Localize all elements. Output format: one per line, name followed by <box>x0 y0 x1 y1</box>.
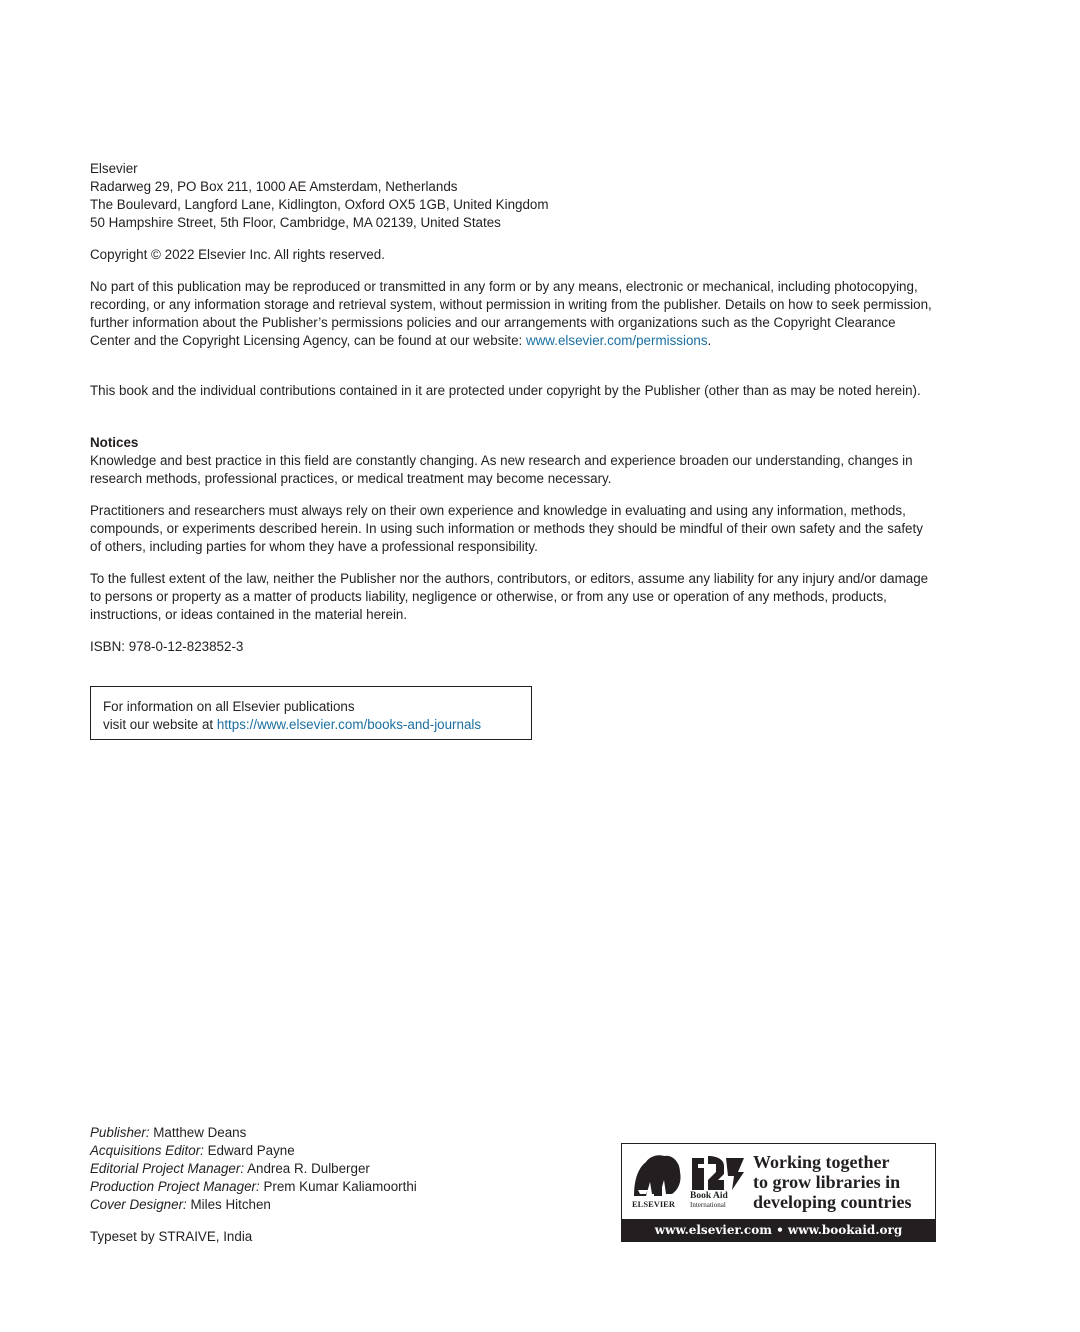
address-line: Radarweg 29, PO Box 211, 1000 AE Amsterdam, Netherlands <box>90 179 458 194</box>
isbn-text: ISBN: 978-0-12-823852-3 <box>90 639 244 654</box>
credits <box>90 1124 417 1214</box>
credit-role: Publisher: <box>90 1125 150 1140</box>
notices-paragraph: Practitioners and researchers must always rely on their own experience and knowledge in evaluating and using any information, methods, compounds, or experiments described herein. In using such information or methods they should be mindful of their own safety and the safety of others, including parties for whom they have a professional responsibility. <box>90 503 923 554</box>
credit-role: Editorial Project Manager: <box>90 1161 245 1176</box>
slogan-line: developing countries <box>753 1192 912 1212</box>
bookaid-sub-label: International <box>690 1201 726 1209</box>
credit-name: Edward Payne <box>207 1143 295 1158</box>
credit-role: Production Project Manager: <box>90 1179 260 1194</box>
typeset-line: Typeset by STRAIVE, India <box>90 1229 253 1244</box>
credit-line <box>90 1178 417 1196</box>
books-journals-link[interactable]: https://www.elsevier.com/books-and-journals <box>216 717 482 732</box>
isbn <box>90 638 932 656</box>
credit-name: Matthew Deans <box>153 1125 247 1140</box>
notices-paragraph: To the fullest extent of the law, neither the Publisher nor the authors, contributors, or editors, assume any liability for any injury and/or damage to persons or property as a matter of products liability, negligence or otherwise, or from any use or operation of any methods, products, instructions, or ideas contained in the material herein. <box>90 571 929 622</box>
notices-heading: Notices <box>90 435 139 450</box>
credit-role: Acquisitions Editor: <box>90 1143 204 1158</box>
slogan-line: to grow libraries in <box>753 1172 901 1192</box>
permissions-link[interactable]: www.elsevier.com/permissions <box>525 333 708 348</box>
notices-paragraph-3 <box>90 570 932 624</box>
credit-role: Cover Designer: <box>90 1197 187 1212</box>
credit-name: Prem Kumar Kaliamoorthi <box>263 1179 417 1194</box>
notices-section <box>90 434 932 488</box>
address-line: 50 Hampshire Street, 5th Floor, Cambridge, MA 02139, United States <box>90 215 501 230</box>
slogan-line: Working together <box>753 1152 890 1172</box>
bookaid-slogan <box>753 1152 912 1212</box>
copyright-line <box>90 246 932 264</box>
credit-line <box>90 1124 417 1142</box>
address-line: The Boulevard, Langford Lane, Kidlington, Oxford OX5 1GB, United Kingdom <box>90 197 549 212</box>
info-box-line1: For information on all Elsevier publications <box>103 699 355 714</box>
credit-name: Andrea R. Dulberger <box>247 1161 370 1176</box>
notices-paragraph: Knowledge and best practice in this field are constantly changing. As new research and experience broaden our understanding, changes in research methods, professional practices, or medical treatment may become necessary. <box>90 453 913 486</box>
permissions-end: . <box>707 333 712 348</box>
info-box <box>90 686 532 740</box>
credit-line <box>90 1196 417 1214</box>
copyright-text: Copyright © 2022 Elsevier Inc. All rights reserved. <box>90 247 385 262</box>
notices-paragraph-2 <box>90 502 932 556</box>
protection-paragraph <box>90 382 932 400</box>
protection-text: This book and the individual contributions contained in it are protected under copyright by the Publisher (other than as may be noted herein). <box>90 383 921 398</box>
permissions-text: No part of this publication may be reproduced or transmitted in any form or by any means, electronic or mechanical, including photocopying, recording, or any information storage and retrieval system, without permission in writing from the publisher. Details on how to seek permission, further information about the Publisher’s permissions policies and our arrangements with organizations such as the Copyright Clearance Center and the Copyright Licensing Agency, can be found at our website: <box>90 279 932 348</box>
credit-name: Miles Hitchen <box>190 1197 271 1212</box>
publisher-name: Elsevier <box>90 161 138 176</box>
info-box-line2 <box>103 716 519 734</box>
bookaid-footer: www.elsevier.com • www.bookaid.org <box>622 1219 935 1241</box>
bookaid-badge <box>621 1143 936 1242</box>
credit-line <box>90 1142 417 1160</box>
publisher-address <box>90 160 932 232</box>
permissions-paragraph <box>90 278 932 350</box>
bookaid-label: Book Aid <box>690 1191 728 1201</box>
elsevier-label: ELSEVIER <box>632 1199 675 1209</box>
info-box-prefix: visit our website at <box>103 717 217 732</box>
credit-line <box>90 1160 417 1178</box>
